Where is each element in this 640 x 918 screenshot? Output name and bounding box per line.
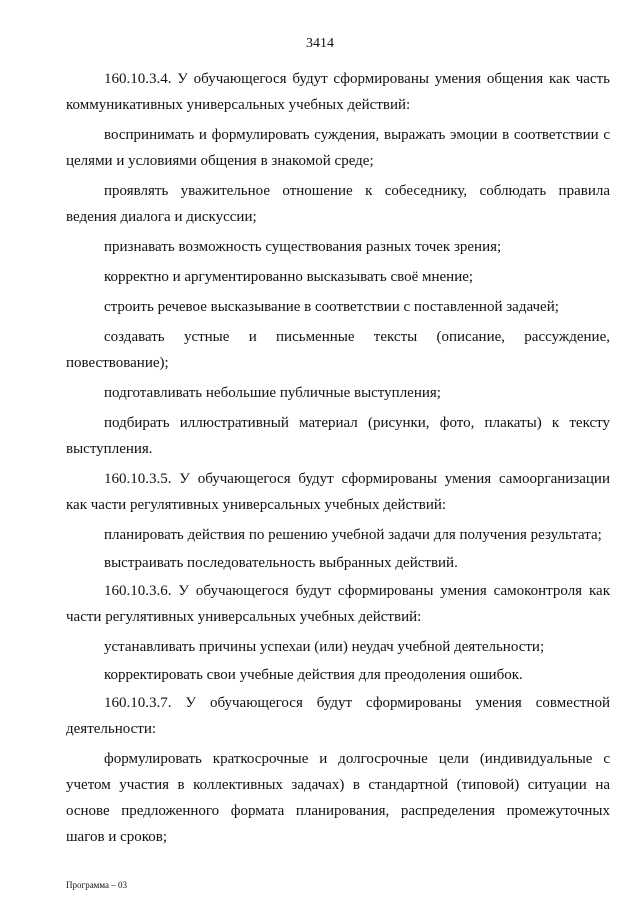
paragraph: планировать действия по решению учебной задачи для получения результата;: [104, 527, 602, 543]
page-number: 3414: [306, 36, 334, 51]
paragraph: создавать устные и письменные тексты (описание, рассуждение, повествование);: [66, 329, 610, 371]
paragraph: формулировать краткосрочные и долгосрочные цели (индивидуальные с учетом участия в коллективных задачах) в стандартной (типовой) ситуации на основе предложенного формата планирования, распределения промежуточных шагов и сроков;: [66, 751, 610, 845]
paragraph: воспринимать и формулировать суждения, выражать эмоции в соответствии с целями и условиями общения в знакомой среде;: [66, 127, 610, 169]
paragraph: проявлять уважительное отношение к собеседнику, соблюдать правила ведения диалога и дискуссии;: [66, 183, 610, 225]
paragraph: выстраивать последовательность выбранных действий.: [104, 555, 458, 571]
paragraph: корректировать свои учебные действия для преодоления ошибок.: [104, 667, 523, 683]
document-body: [66, 66, 610, 852]
paragraph-section-160-10-3-6: 160.10.3.6. У обучающегося будут сформированы умения самоконтроля как части регулятивных универсальных учебных действий:: [66, 583, 610, 625]
paragraph: устанавливать причины успехаи (или) неудач учебной деятельности;: [104, 639, 545, 655]
paragraph-section-160-10-3-7: 160.10.3.7. У обучающегося будут сформированы умения совместной деятельности:: [66, 695, 610, 737]
paragraph: корректно и аргументированно высказывать своё мнение;: [104, 269, 474, 285]
paragraph: подготавливать небольшие публичные выступления;: [104, 385, 441, 401]
paragraph: подбирать иллюстративный материал (рисунки, фото, плакаты) к тексту выступления.: [66, 415, 610, 457]
paragraph-section-160-10-3-5: 160.10.3.5. У обучающегося будут сформированы умения самоорганизации как части регулятивных универсальных учебных действий:: [66, 471, 610, 513]
paragraph-section-160-10-3-4: 160.10.3.4. У обучающегося будут сформированы умения общения как часть коммуникативных универсальных учебных действий:: [66, 71, 610, 113]
paragraph: признавать возможность существования разных точек зрения;: [104, 239, 502, 255]
footer-program-label: Программа – 03: [66, 880, 128, 890]
paragraph: строить речевое высказывание в соответствии с поставленной задачей;: [104, 299, 559, 315]
